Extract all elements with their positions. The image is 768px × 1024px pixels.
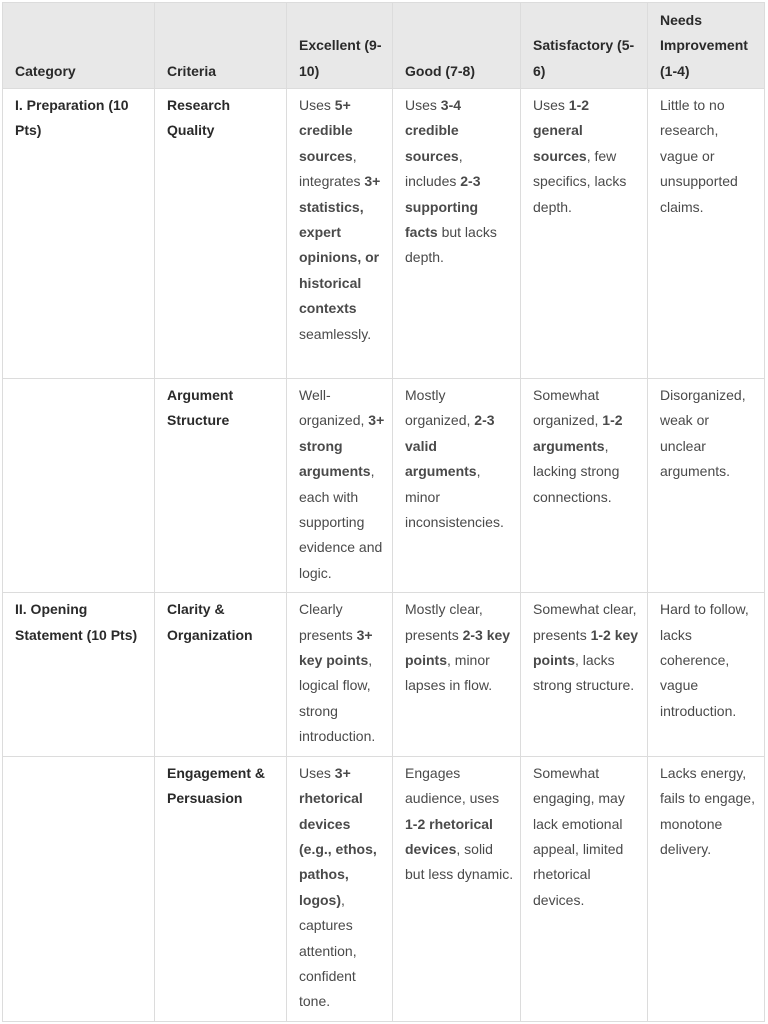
cell-text: , lacks strong structure. — [533, 652, 635, 694]
cell-text: Uses — [299, 97, 335, 113]
cell-text: seamlessly. — [299, 325, 372, 342]
cell-text: Hard to follow, lacks coherence, vague introduction. — [660, 601, 749, 719]
header-row — [3, 3, 765, 89]
excellent-cell — [287, 756, 393, 1021]
criteria-cell: Clarity & Organization — [155, 593, 287, 756]
cell-text: , logical flow, strong introduction. — [299, 652, 376, 745]
satisfactory-cell — [521, 89, 648, 379]
good-cell — [393, 593, 521, 756]
emphasis-text: 3-4 credible sources — [405, 97, 462, 164]
rubric-table — [2, 2, 765, 1022]
table-row — [3, 756, 765, 1021]
needs-improvement-cell — [648, 89, 765, 379]
category-cell: II. Opening Statement (10 Pts) — [3, 593, 155, 756]
emphasis-text: 2-3 supporting facts — [405, 173, 481, 241]
cell-text: Lacks energy, fails to engage, monotone delivery. — [660, 764, 755, 857]
cell-text: , each with supporting evidence and logic. — [299, 463, 383, 581]
good-cell — [393, 379, 521, 593]
cell-text: Uses — [299, 764, 335, 781]
cell-text: Uses — [405, 97, 441, 113]
needs-improvement-cell — [648, 593, 765, 756]
satisfactory-cell — [521, 593, 648, 756]
header-needs-improvement: Needs Improvement (1-4) — [648, 3, 765, 89]
emphasis-text: 2-3 valid arguments — [405, 412, 495, 480]
header-satisfactory: Satisfactory (5-6) — [521, 3, 648, 89]
cell-text: Somewhat clear, presents — [533, 601, 637, 643]
cell-text: , minor lapses in flow. — [405, 652, 493, 694]
emphasis-text: 1-2 general sources — [533, 97, 590, 164]
emphasis-text: 1-2 rhetorical devices — [405, 815, 493, 857]
cell-text: , few specifics, lacks depth. — [533, 147, 627, 215]
cell-text: Disorganized, weak or unclear arguments. — [660, 387, 746, 480]
good-cell — [393, 89, 521, 379]
header-category: Category — [3, 3, 155, 89]
cell-text: Somewhat organized, — [533, 387, 603, 429]
satisfactory-cell — [521, 756, 648, 1021]
criteria-cell: Research Quality — [155, 89, 287, 379]
cell-text: Little to no research, vague or unsupported claims. — [660, 97, 738, 215]
header-criteria: Criteria — [155, 3, 287, 89]
cell-text: , lacking strong connections. — [533, 437, 620, 505]
emphasis-text: 1-2 key points — [533, 626, 639, 669]
cell-text: Somewhat engaging, may lack emotional appeal, limited rhetorical devices. — [533, 764, 625, 908]
emphasis-text: 3+ statistics, expert opinions, or historical contexts — [299, 173, 381, 317]
table-row — [3, 593, 765, 756]
emphasis-text: 3+ rhetorical devices (e.g., ethos, pathos, logos) — [299, 764, 377, 908]
header-excellent: Excellent (9-10) — [287, 3, 393, 89]
good-cell — [393, 756, 521, 1021]
cell-text: Mostly clear, presents — [405, 601, 483, 643]
excellent-cell — [287, 593, 393, 756]
cell-text: , captures attention, confident tone. — [299, 891, 357, 1010]
excellent-cell — [287, 89, 393, 379]
cell-text: Clearly presents — [299, 601, 357, 643]
needs-improvement-cell — [648, 756, 765, 1021]
cell-text: , minor inconsistencies. — [405, 463, 504, 531]
emphasis-text: 3+ key points — [299, 626, 373, 669]
category-cell: I. Preparation (10 Pts) — [3, 89, 155, 379]
table-row — [3, 379, 765, 593]
excellent-cell — [287, 379, 393, 593]
category-cell — [3, 756, 155, 1021]
satisfactory-cell — [521, 379, 648, 593]
cell-text: , integrates — [299, 147, 365, 190]
cell-text: but lacks depth. — [405, 224, 497, 266]
header-good: Good (7-8) — [393, 3, 521, 89]
cell-text: Uses — [533, 97, 569, 113]
emphasis-text: 3+ strong arguments — [299, 412, 385, 480]
category-cell — [3, 379, 155, 593]
emphasis-text: 2-3 key points — [405, 626, 511, 669]
cell-text: Engages audience, uses — [405, 764, 500, 807]
needs-improvement-cell — [648, 379, 765, 593]
table-row — [3, 89, 765, 379]
cell-text: Mostly organized, — [405, 387, 475, 429]
cell-text: Well-organized, — [299, 387, 369, 429]
criteria-cell: Engagement & Persuasion — [155, 756, 287, 1021]
cell-text: , includes — [405, 147, 463, 190]
cell-text: , solid but less dynamic. — [405, 840, 514, 883]
emphasis-text: 1-2 arguments — [533, 412, 623, 454]
criteria-cell: Argument Structure — [155, 379, 287, 593]
emphasis-text: 5+ credible sources — [299, 97, 353, 164]
